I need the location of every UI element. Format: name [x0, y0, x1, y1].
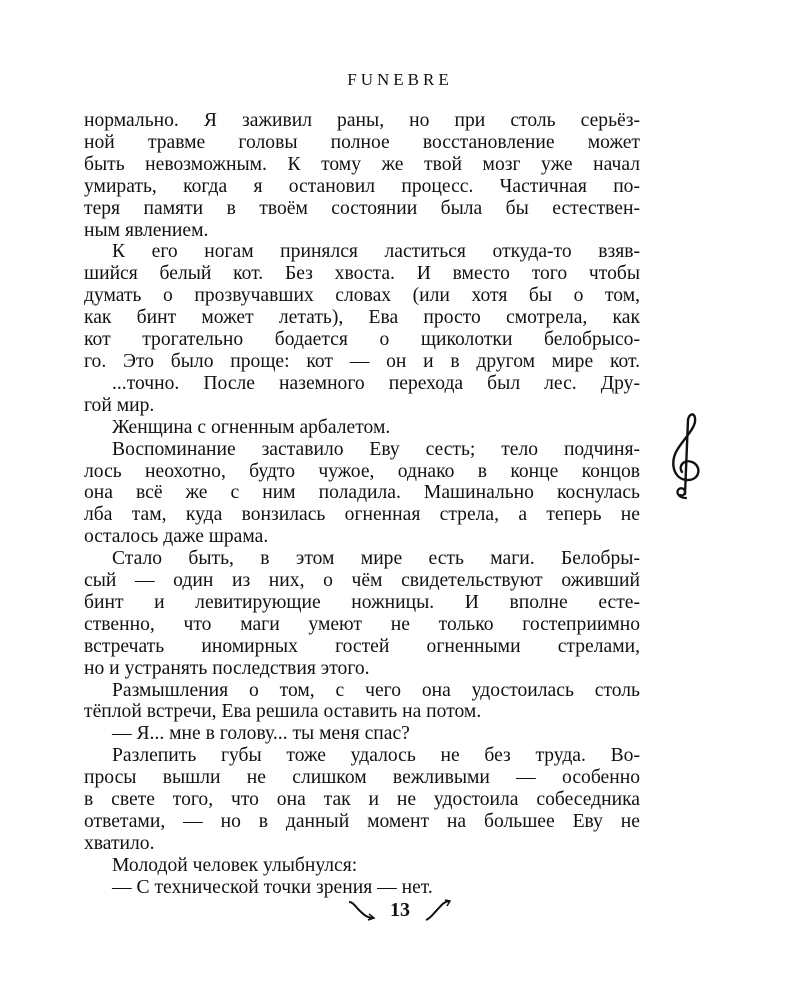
text-line: К его ногам принялся ластиться откуда-то взяв- [112, 241, 640, 263]
text-line: Воспоминание заставило Еву сесть; тело подчиня- [112, 438, 640, 460]
flourish-right-icon [423, 898, 453, 922]
text-line: — Я... мне в голову... ты меня спас? [112, 723, 410, 745]
text-line: сый — один из них, о чём свидетельствуют оживший [84, 570, 640, 592]
text-line: теря памяти в твоём состоянии была бы естествен- [84, 197, 640, 219]
text-line: Молодой человек улыбнулся: [112, 854, 358, 876]
text-line: ной травме головы полное восстановление может [84, 131, 640, 153]
text-line: — С технической точки зрения — нет. [112, 876, 433, 898]
text-line: она всё же с ним поладила. Машинально коснулась [84, 482, 640, 504]
text-line: лба там, куда вонзилась огненная стрела, а теперь не [84, 504, 640, 526]
text-line: встречать иномирных гостей огненными стрелами, [84, 635, 640, 657]
text-line: ...точно. После наземного перехода был лес. Дру- [112, 372, 640, 394]
page-footer [300, 898, 500, 922]
text-line: но и устранять последствия этого. [84, 657, 370, 679]
text-line: лось неохотно, будто чужое, однако в конце концов [84, 460, 640, 482]
text-line: думать о прозвучавших словах (или хотя бы о том, [84, 285, 640, 307]
treble-clef-icon [664, 410, 706, 502]
text-line: ственно, что маги умеют не только гостеприимно [84, 613, 640, 635]
text-line: го. Это было проще: кот — он и в другом мире кот. [84, 350, 640, 372]
flourish-left-icon [347, 898, 377, 922]
text-line: быть невозможным. К тому же твой мозг уже начал [84, 153, 640, 175]
text-line: ответами, — но в данный момент на большее Еву не [84, 811, 640, 832]
text-line: осталось даже шрама. [84, 526, 269, 548]
text-line: бинт и левитирующие ножницы. И вполне есте- [84, 591, 640, 613]
text-line: Женщина с огненным арбалетом. [112, 416, 391, 438]
text-line: хватило. [84, 832, 155, 854]
text-line: шийся белый кот. Без хвоста. И вместо того чтобы [84, 263, 640, 285]
body-text [84, 110, 640, 899]
page-number: 13 [390, 898, 410, 921]
text-line: ным явлением. [84, 219, 209, 241]
text-line: тёплой встречи, Ева решила оставить на потом. [84, 701, 482, 723]
text-line: как бинт может летать), Ева просто смотрела, как [84, 307, 640, 329]
text-line: Размышления о том, с чего она удостоилась столь [112, 679, 640, 701]
text-line: Стало быть, в этом мире есть маги. Белобры- [112, 548, 640, 570]
text-line: в свете того, что она так и не удостоила собеседника [84, 789, 640, 811]
text-line: кот трогательно бодается о щиколотки белобрысо- [84, 329, 640, 351]
text-line: Разлепить губы тоже удалось не без труда. Во- [112, 745, 640, 767]
running-head: FUNEBRE [347, 70, 453, 89]
text-line: просы вышли не слишком вежливыми — особенно [84, 767, 640, 789]
text-line: гой мир. [84, 394, 155, 416]
text-line: нормально. Я заживил раны, но при столь серьёз- [84, 110, 640, 131]
text-line: умирать, когда я остановил процесс. Частичная по- [84, 175, 640, 197]
